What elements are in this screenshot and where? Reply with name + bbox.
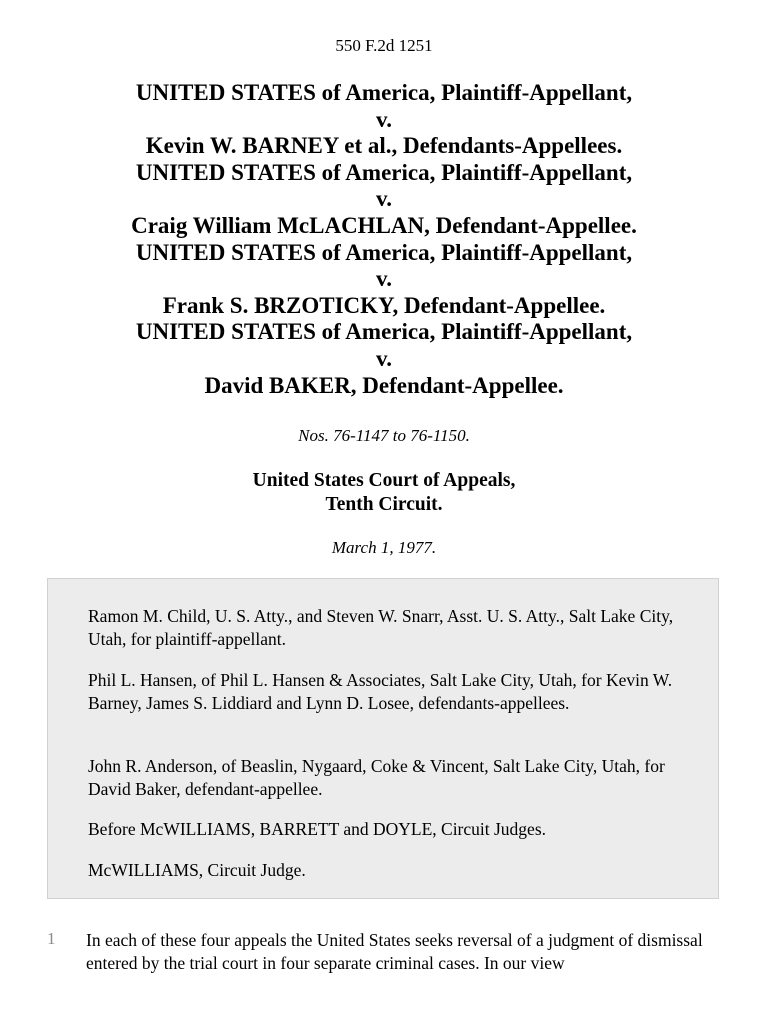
caption-party-line: UNITED STATES of America, Plaintiff-Appellant, [135,239,633,265]
caption-party-line: David BAKER, Defendant-Appellee. [204,372,564,398]
caption-party-line: UNITED STATES of America, Plaintiff-Appellant, [135,80,633,105]
opinion-author: McWILLIAMS, Circuit Judge. [88,860,306,880]
opinion-paragraph: In each of these four appeals the United States seeks reversal of a judgment of dismissal entered by the trial court in four separate criminal cases. In our view [86,930,703,973]
case-caption [0,80,768,399]
caption-party-line: Craig William McLACHLAN, Defendant-Appellee. [131,212,637,238]
counsel-paragraph: Phil L. Hansen, of Phil L. Hansen & Associates, Salt Lake City, Utah, for Kevin W. Barney, James S. Liddiard and Lynn D. Losee, defendants-appellees. [88,670,673,713]
court-name-line: United States Court of Appeals, [252,470,516,491]
caption-party-line: UNITED STATES of America, Plaintiff-Appellant, [135,319,633,345]
counsel-paragraph: John R. Anderson, of Beaslin, Nygaard, Coke & Vincent, Salt Lake City, Utah, for David Baker, defendant-appellee. [88,756,665,799]
caption-versus: v. [376,345,392,371]
court-name [0,469,768,517]
docket-numbers: Nos. 76-1147 to 76-1150. [298,426,470,445]
caption-versus: v. [376,266,392,292]
judges-panel: Before McWILLIAMS, BARRETT and DOYLE, Circuit Judges. [88,819,547,839]
caption-party-line: Kevin W. BARNEY et al., Defendants-Appellees. [145,133,623,159]
reporter-citation: 550 F.2d 1251 [335,36,433,55]
counsel-block [47,578,719,899]
caption-party-line: UNITED STATES of America, Plaintiff-Appellant, [135,159,633,185]
paragraph-number: 1 [47,929,56,948]
caption-versus: v. [376,186,392,212]
decision-date: March 1, 1977. [331,538,437,557]
caption-party-line: Frank S. BRZOTICKY, Defendant-Appellee. [162,292,606,318]
court-circuit-line: Tenth Circuit. [325,494,443,515]
caption-versus: v. [376,106,392,132]
counsel-paragraph: Ramon M. Child, U. S. Atty., and Steven W. Snarr, Asst. U. S. Atty., Salt Lake City, Utah, for plaintiff-appellant. [88,606,674,649]
